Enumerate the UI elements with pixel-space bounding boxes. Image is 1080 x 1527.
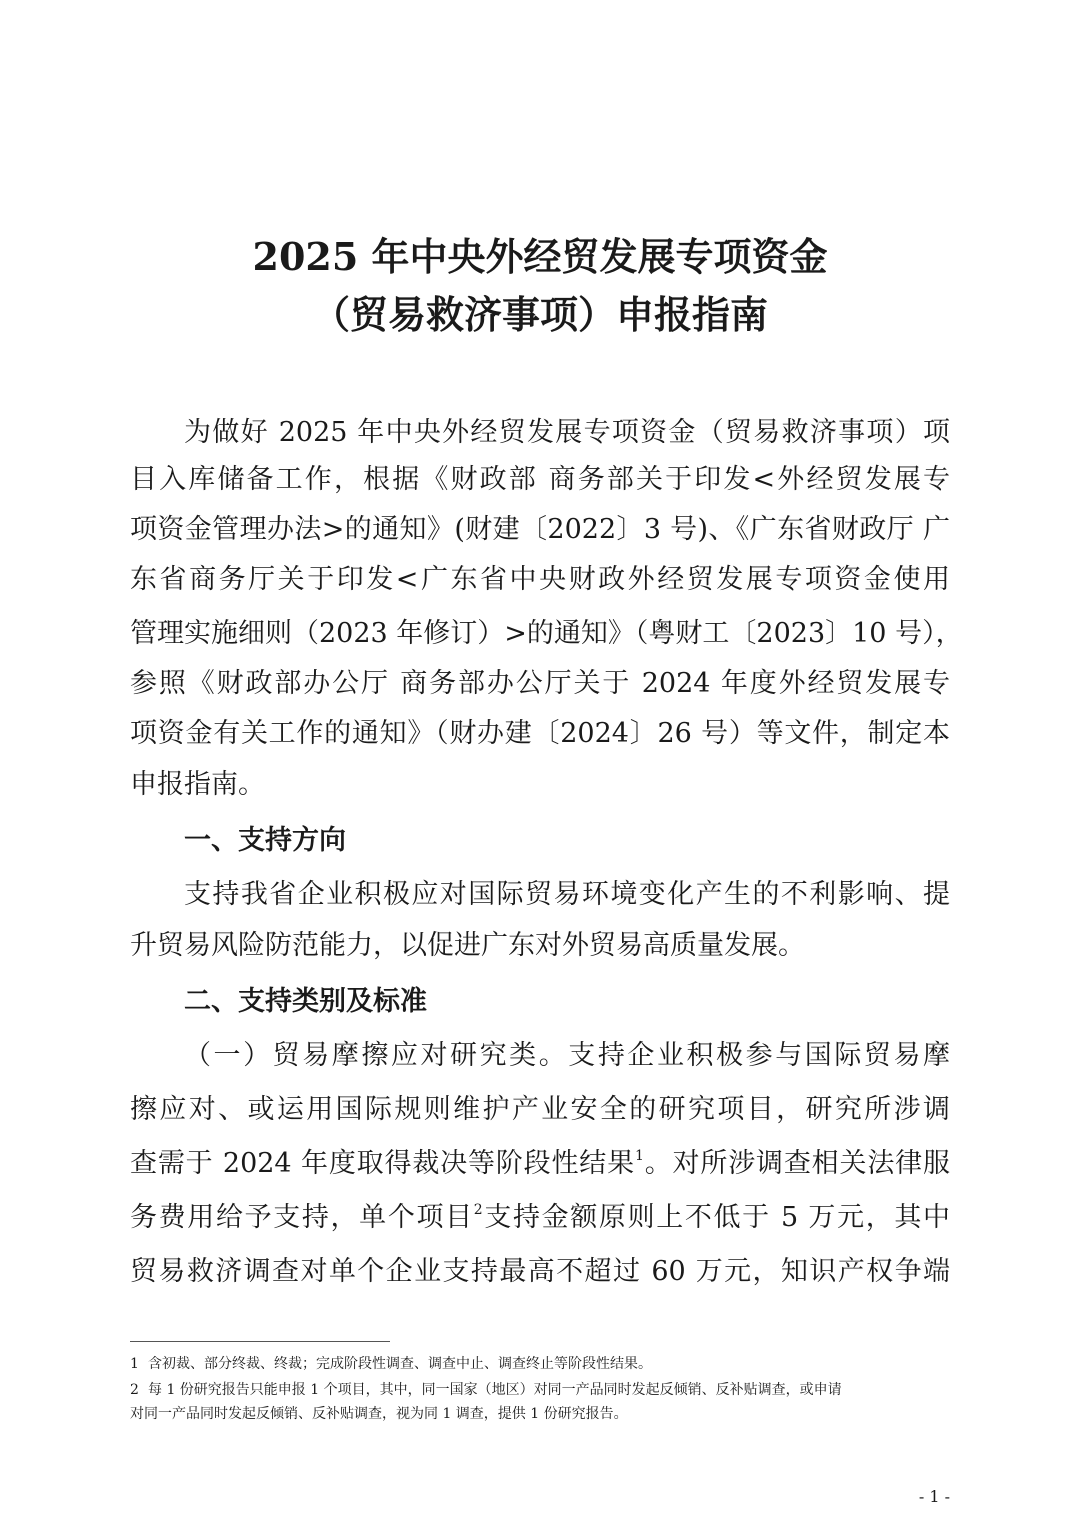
footnote-divider [130,1341,390,1342]
footnote-number: 2 [130,1382,139,1398]
intro-line: 东省商务厅关于印发<广东省中央财政外经贸发展专项资金使用 [130,564,950,595]
section2-text: 务费用给予支持，单个项目 [130,1202,474,1233]
footnote-1 [130,1354,950,1374]
section2-text: 。对所涉调查相关法律服 [643,1148,950,1179]
section-heading-categories-standards: 二、支持类别及标准 [184,986,427,1017]
section2-line: （一）贸易摩擦应对研究类。支持企业积极参与国际贸易摩 [184,1040,950,1071]
intro-line: 参照《财政部办公厅 商务部办公厅关于 2024 年度外经贸发展专 [130,668,950,699]
footnote-text: 含初裁、部分终裁、终裁；完成阶段性调查、调查中止、调查终止等阶段性结果。 [148,1356,652,1372]
footnote-2-continued: 对同一产品同时发起反倾销、反补贴调查，视为同 1 调查，提供 1 份研究报告。 [130,1406,628,1422]
section1-line: 升贸易风险防范能力，以促进广东对外贸易高质量发展。 [130,930,805,961]
intro-line: 申报指南。 [130,769,265,800]
intro-line: 管理实施细则（2023 年修订）>的通知》（粤财工〔2023〕10 号）， [130,618,963,649]
section2-line [130,1201,950,1235]
footnote-text: 每 1 份研究报告只能申报 1 个项目，其中，同一国家（地区）对同一产品同时发起反倾销、反补贴调查，或申请 [148,1382,842,1398]
footnote-2 [130,1380,950,1400]
document-title-line-2: （贸易救济事项）申报指南 [311,292,768,337]
intro-line: 项资金管理办法>的通知》(财建〔2022〕3 号)、《广东省财政厅 广 [130,514,950,545]
footnote-marker-2: 2 [473,1202,483,1218]
section1-line: 支持我省企业积极应对国际贸易环境变化产生的不利影响、提 [184,879,950,910]
page-number: - 1 - [918,1487,950,1506]
section2-line: 贸易救济调查对单个企业支持最高不超过 60 万元，知识产权争端 [130,1256,950,1287]
section2-text: 支持金额原则上不低于 5 万元，其中 [482,1202,951,1233]
intro-line: 为做好 2025 年中央外经贸发展专项资金（贸易救济事项）项 [184,417,950,448]
intro-line: 目入库储备工作，根据《财政部 商务部关于印发<外经贸发展专 [130,464,950,495]
footnote-marker-1: 1 [634,1148,644,1164]
section2-text: 查需于 2024 年度取得裁决等阶段性结果 [130,1148,635,1179]
document-title-line-1: 2025 年中央外经贸发展专项资金 [252,234,828,279]
intro-line: 项资金有关工作的通知》（财办建〔2024〕26 号）等文件，制定本 [130,718,950,749]
section-heading-support-direction: 一、支持方向 [184,825,346,856]
footnote-number: 1 [130,1356,139,1372]
section2-line [130,1147,950,1181]
section2-line: 擦应对、或运用国际规则维护产业安全的研究项目，研究所涉调 [130,1094,950,1125]
